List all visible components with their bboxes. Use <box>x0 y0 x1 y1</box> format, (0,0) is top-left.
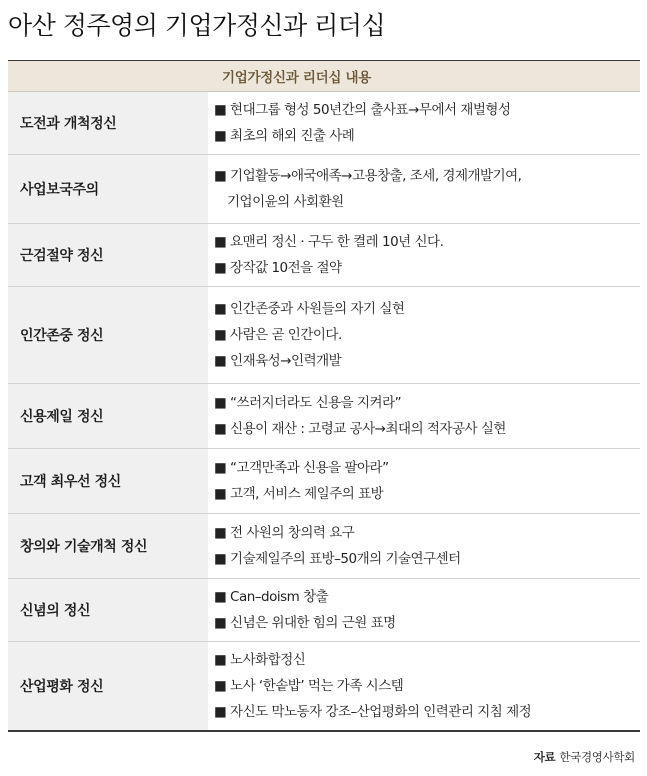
row-item: ■ 자신도 막노동자 강조–산업평화의 인력관리 지침 제정 <box>214 703 532 720</box>
row-item: ■ 최초의 해외 진출 사례 <box>214 127 355 144</box>
row-item: ■ 노사 ‘한솥밥’ 먹는 가족 시스템 <box>214 677 404 694</box>
row-category: 고객 최우선 정신 <box>8 449 208 513</box>
row-item: ■ 노사화합정신 <box>214 651 306 668</box>
table-row <box>8 514 640 579</box>
row-item: ■ 신용이 재산 : 고령교 공사→최대의 적자공사 실현 <box>214 420 506 437</box>
table-row <box>8 579 640 642</box>
row-category: 인간존중 정신 <box>8 287 208 383</box>
row-category: 신용제일 정신 <box>8 384 208 448</box>
row-item: 기업이윤의 사회환원 <box>227 193 344 210</box>
table-row <box>8 224 640 287</box>
row-item: ■ 장작값 10전을 절약 <box>214 259 342 276</box>
row-category: 사업보국주의 <box>8 155 208 223</box>
row-category: 창의와 기술개척 정신 <box>8 514 208 578</box>
source-note <box>534 749 635 765</box>
row-item: ■ “고객만족과 신용을 팔아라” <box>214 459 389 476</box>
row-item: ■ 전 사원의 창의력 요구 <box>214 524 355 541</box>
row-item: ■ 사람은 곧 인간이다. <box>214 326 342 343</box>
row-content <box>208 92 640 154</box>
row-item: ■ 현대그룹 형성 50년간의 출사표→무에서 재벌형성 <box>214 101 511 118</box>
row-category: 근검절약 정신 <box>8 224 208 286</box>
row-category: 도전과 개척정신 <box>8 92 208 154</box>
table-row <box>8 384 640 449</box>
table-header-row <box>8 61 640 92</box>
row-content <box>208 155 640 223</box>
row-item: ■ Can–doism 창출 <box>214 588 329 605</box>
row-content <box>208 642 640 730</box>
row-item: ■ 인간존중과 사원들의 자기 실현 <box>214 300 405 317</box>
row-content <box>208 449 640 513</box>
table-body <box>8 92 640 730</box>
row-content <box>208 287 640 383</box>
row-category: 산업평화 정신 <box>8 642 208 730</box>
page-title: 아산 정주영의 기업가정신과 리더십 <box>8 11 386 40</box>
table-row <box>8 92 640 155</box>
table-row <box>8 155 640 224</box>
row-item: ■ “쓰러지더라도 신용을 지켜라” <box>214 394 402 411</box>
row-category: 신념의 정신 <box>8 579 208 641</box>
source-label: 자료 <box>533 750 556 764</box>
row-item: ■ 고객, 서비스 제일주의 표방 <box>214 485 384 502</box>
row-content <box>208 514 640 578</box>
leadership-table <box>8 60 640 732</box>
row-item: ■ 기업활동→애국애족→고용창출, 조세, 경제개발기여, <box>214 167 522 184</box>
row-item: ■ 인재육성→인력개발 <box>214 352 342 369</box>
row-content <box>208 224 640 286</box>
table-row <box>8 287 640 384</box>
row-item: ■ 기술제일주의 표방–50개의 기술연구센터 <box>214 550 461 567</box>
table-header-content: 기업가정신과 리더십 내용 <box>222 70 371 86</box>
table-header-empty-cell <box>8 61 208 91</box>
table-row <box>8 449 640 514</box>
source-text: 한국경영사학회 <box>559 750 635 764</box>
row-item: ■ 요맨리 정신 · 구두 한 켤레 10년 신다. <box>214 233 444 250</box>
table-row <box>8 642 640 730</box>
row-content <box>208 384 640 448</box>
row-content <box>208 579 640 641</box>
row-item: ■ 신념은 위대한 힘의 근원 표명 <box>214 614 396 631</box>
